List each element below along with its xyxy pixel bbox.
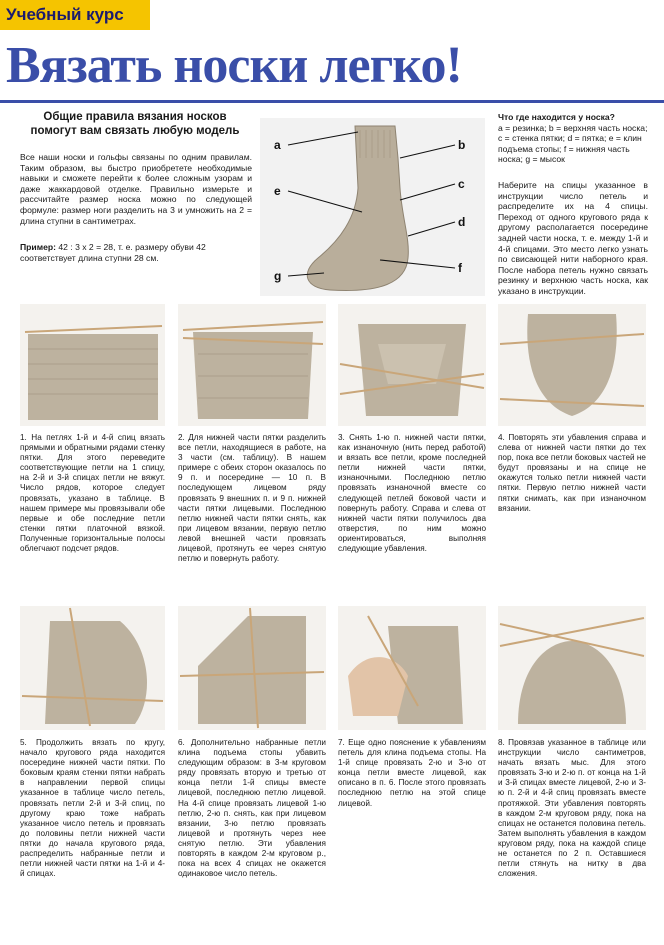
legend — [498, 112, 648, 165]
step-6-photo — [178, 606, 326, 730]
label-e: e — [274, 184, 281, 198]
step-7-text: 7. Еще одно пояснение к убавлениям петель для клина подъема стопы. На 1-й спице провязать 2-ю и 3-ю от конца петли вместе лицевой, как описано в п. 6. После этого провязать последнюю петлю на этой спице лицевой. — [338, 738, 486, 808]
step-1-text: 1. На петлях 1-й и 4-й спиц вязать прямыми и обратными рядами стенку пятки. Для этого переведите соответствующие петли на 1 спицу, на 2-й и 3-й спицах петли не вяжут. Число рядов, которое следует провязать, указано в таблице. В нашем примере мы провязывали обе первые и обе последние петли стенки пятки платочной вязкой. Полученные горизонтальные полосы облегчают подсчет рядов. — [20, 433, 165, 554]
intro-heading: Общие правила вязания носков помогут вам связать любую модель — [30, 111, 240, 137]
step-4-text: 4. Повторять эти убавления справа и слева от нижней части пятки до тех пор, пока все петли боковых частей не будут провязаны и на спице не окажутся только петли нижней части пятки. Первую петлю нижней части пятки снимать, как при изнаночном вязании. — [498, 433, 646, 513]
step-3-photo — [338, 304, 486, 426]
example-text: 42 : 3 х 2 = 28, т. е. размеру обуви 42 соответствует длина ступни 28 см. — [20, 242, 206, 263]
step-7-photo — [338, 606, 486, 730]
label-f: f — [458, 261, 462, 275]
cast-on-text: Наберите на спицы указанное в инструкции число петель и распределите их на 4 спицы. Переход от одного кругового ряда к другому располагается посередине задней части носка, т. е. между 1-й и 4-й спицами. Это место легко узнать по свисающей нити наборного края. После набора петель нужно связать резинку и верхнюю часть носка, как указано в инструкции. — [498, 180, 648, 296]
step-6-text: 6. Дополнительно набранные петли клина подъема стопы убавить следующим образом: в 3-м круговом ряду провязать вторую и третью от конца петли 1-й спицы вместе лицевой, последнюю петлю лицевой. На 4-й спице провязать лицевой 1-ю петлю, 2-ю п. снять, как при лицевом вязании, 3-ю петлю провязать лицевой и протянуть через нее снятую петлю. Эти убавления повторять в каждом 2-м круговом р., пока на всех 4 спицах не окажется одинаковое число петель. — [178, 738, 326, 879]
label-d: d — [458, 215, 466, 229]
step-8-photo — [498, 606, 646, 730]
intro-example — [20, 242, 252, 263]
header-rule — [0, 100, 664, 103]
page-title: Вязать носки легко! — [6, 37, 462, 94]
label-b: b — [458, 138, 466, 152]
example-label: Пример: — [20, 242, 56, 252]
label-c: c — [458, 177, 465, 191]
step-2-photo — [178, 304, 326, 426]
section-tag: Учебный курс — [0, 0, 150, 30]
step-5-text: 5. Продолжить вязать по кругу, начало кругового ряда находится посередине нижней части пятки. По боковым краям стенки пятки набрать в направлении первой спицы указанное в таблице число петель, провязать петли 2-й и 3-й спиц, по другому краю тоже набрать указанное число петель и провязать до половины петли нижней части пятки до начала кругового ряда, распределить набранные петли и петли нижней части пятки на 1-й и 4-й спицах. — [20, 738, 165, 879]
legend-question: Что где находится у носка? — [498, 112, 615, 122]
step-8-text: 8. Провязав указанное в таблице или инструкции число сантиметров, начать вязать мыс. Для этого провязать 3-ю и 2-ю п. от конца на 1-й и 3-й спицах вместе лицевой, 2-ю и 3-ю п. 2-й и 4-й спиц провязать вместе протяжкой. Эти убавления повторять в каждом 2-м круговом ряду, пока на спицах не останется половина петель. Затем выполнять убавления в каждом круговом ряду, пока на каждой спице не останется по 2 п. Оставшиеся петли стянуть на нитку в два сложения. — [498, 738, 646, 879]
label-g: g — [274, 269, 282, 283]
label-a: a — [274, 138, 281, 152]
step-3-text: 3. Снять 1-ю п. нижней части пятки, как изнаночную (нить перед работой) и вязать все петли, кроме последней петли нижней части пятки, изнаночными. Последнюю петлю провязать изнаночной вместе со следующей петлей боковой части и повернуть работу. Справа и слева от нижней части пятки получилось два отверстия, по ним можно ориентироваться, выполняя следующие убавления. — [338, 433, 486, 554]
step-2-text: 2. Для нижней части пятки разделить все петли, находящиеся в работе, на 3 части (см. таблицу). В нашем примере с обеих сторон оказалось по 9 п. и посередине — 10 п. В последующем лицевом ряду провязать 9 внешних п. и 9 п. нижней части пятки лицевыми. Последнюю петлю нижней части пятки снять, как при лицевом вязании, первую петлю левой внешней части провязать лицевой, протянуть ее через снятую петлю и повернуть работу. — [178, 433, 326, 564]
legend-text: а = резинка; b = верхняя часть носка; с = стенка пятки; d = пятка; е = клин подъема стопы; f = нижняя часть носка; g = мысок — [498, 122, 648, 165]
step-1-photo — [20, 304, 165, 426]
sock-diagram — [260, 118, 485, 296]
step-5-photo — [20, 606, 165, 730]
step-4-photo — [498, 304, 646, 426]
intro-paragraph: Все наши носки и гольфы связаны по одним правилам. Таким образом, вы быстро приобретете необходимые навыки и сможете перейти к более сложным узорам и даже жаккардовой отделке. Правильно измерьте и рассчитайте размер носка можно по следующей формуле: размер ноги разделить на 3 и умножить на 2 = длина ступни в сантиметрах. — [20, 152, 252, 226]
